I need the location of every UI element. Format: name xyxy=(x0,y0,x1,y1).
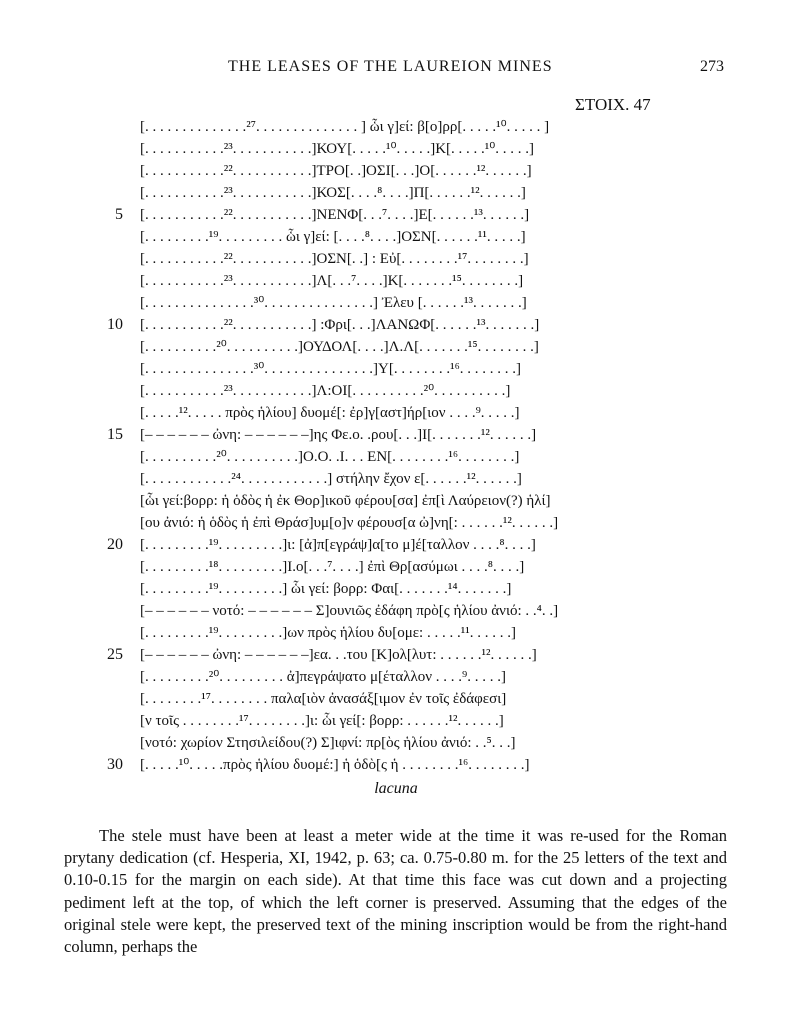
inscription-line: [νοτό: χωρίον Στησιλείδου(?) Σ]ιφνί: πρ[ὸς ἡλίου ἀνιό: . .⁵. . .] xyxy=(140,735,516,751)
body-paragraph xyxy=(64,825,727,958)
inscription-line: [. . . . . . . . . . .²³. . . . . . . . . . .]ΚΟΥ[. . . . .¹⁰. . . . .]Κ[. . . . .¹⁰. . . . .] xyxy=(140,141,535,157)
inscription-line: [. . . . . . . . . . .²³. . . . . . . . . . .]Λ:ΟΙ[. . . . . . . . . .²⁰. . . . . . . . . .] xyxy=(140,383,511,399)
inscription-line: [– – – – – – ὠνη: – – – – – –]εα. . .του [Κ]ολ[λυτ: . . . . . .¹². . . . . .] xyxy=(140,647,537,663)
page-number: 273 xyxy=(700,58,724,75)
line-number: 15 xyxy=(107,426,123,443)
running-head xyxy=(0,58,792,80)
inscription-line: [. . . . . . . . . . .²². . . . . . . . . . .]ΟΣΝ[. .] : Εὐ[. . . . . . . .¹⁷. . . . . . . .] xyxy=(140,251,529,267)
inscription-line: [. . . . . . . . . . .²². . . . . . . . . . .] :Φρι[. . .]ΛΑΝΩΦ[. . . . . .¹³. . . . . . .] xyxy=(140,317,540,333)
inscription-line: [. . . . . . . . . . . .²⁴. . . . . . . . . . . .] στήλην ἔχον ε[. . . . . .¹². . . . . .] xyxy=(140,471,522,487)
inscription-line: [. . . . . . . . .¹⁹. . . . . . . . .]ι: [ἀ]π[εγράψ]α[το μ]έ[ταλλον . . . .⁸. . . .] xyxy=(140,537,536,553)
line-number: 20 xyxy=(107,536,123,553)
inscription-line: [. . . . . . . . . . . . . . .³⁰. . . . . . . . . . . . . . .] Ἐλευ [. . . . . .¹³. . . . . . .] xyxy=(140,295,527,311)
inscription-line: [. . . . . . . . . . . . . . .³⁰. . . . . . . . . . . . . . .]Υ[. . . . . . . .¹⁶. . . . . . . .] xyxy=(140,361,522,377)
inscription-line: [. . . . . . . . . . .²³. . . . . . . . . . .]ΚΟΣ[. . . .⁸. . . .]Π[. . . . . .¹². . . . . .] xyxy=(140,185,526,201)
inscription-line: [. . . . . . . . .¹⁹. . . . . . . . . ὧι γ]εί: [. . . .⁸. . . .]ΟΣΝ[. . . . . .¹¹. . . . .] xyxy=(140,229,526,245)
inscription-line: [. . . . .¹². . . . . πρὸς ἡλίου] δυομέ[: ἐρ]γ[αστ]ήρ[ιον . . . .⁹. . . . .] xyxy=(140,405,520,421)
inscription-line: [. . . . . . . . . .²⁰. . . . . . . . . .]Ο.Ο. .Ι. . . ΕΝ[. . . . . . . .¹⁶. . . . . . . .] xyxy=(140,449,520,465)
inscription-line: [– – – – – – ὠνη: – – – – – –]ης Φε.ο. .ρου[. . .]Ι[. . . . . . .¹². . . . . .] xyxy=(140,427,537,443)
inscription-line: [ου ἀνιό: ἡ ὁδὸς ἡ ἐπὶ Θράσ]υμ[ο]ν φέρουσ[α ὠ]νη[: . . . . . .¹². . . . . .] xyxy=(140,515,559,531)
running-title: THE LEASES OF THE LAUREION MINES xyxy=(228,58,553,75)
stoichedon-label: ΣΤΟΙΧ. 47 xyxy=(575,95,651,114)
inscription-line: [. . . . .¹⁰. . . . .πρὸς ἡλίου δυομέ:] ἡ ὁδὸ[ς ἡ . . . . . . . .¹⁶. . . . . . . .] xyxy=(140,757,530,773)
inscription-line: [. . . . . . . . .²⁰. . . . . . . . . ἀ]πεγράψατο μ[έταλλον . . . .⁹. . . . .] xyxy=(140,669,507,685)
line-number: 10 xyxy=(107,316,123,333)
paragraph-text: The stele must have been at least a meter wide at the time it was re-used for the Roman prytany dedication (cf. Hesperia, XI, 1942, p. 63; ca. 0.75-0.80 m. for the 25 letters of the text and 0.10-0.15 for the margin on each side). At that time this face was cut down and a projecting pediment left at the top, of which the left corner is preserved. Assuming that the edges of the original stele were kept, the preserved text of the mining inscription would be from the right-hand column, perhaps the xyxy=(64,826,727,957)
inscription-line: [. . . . . . . . . .²⁰. . . . . . . . . .]ΟΥΔΟΛ[. . . .]Λ.Λ[. . . . . . .¹⁵. . . . . . . .] xyxy=(140,339,539,355)
inscription-line: [. . . . . . . . . . . . . .²⁷. . . . . . . . . . . . . . ] ὧι γ]εί: β[ο]ρρ[. . . . .¹⁰. . . . . ] xyxy=(140,119,550,135)
inscription-line: [– – – – – – νοτό: – – – – – – Σ]ουνιῶς ἐδάφη πρὸ[ς ἡλίου ἀνιό: . .⁴. .] xyxy=(140,603,559,619)
inscription-line: [. . . . . . . . .¹⁸. . . . . . . . .]Ι.ο[. . .⁷. . . .] ἐπὶ Θρ[ασύμωι . . . .⁸. . . .] xyxy=(140,559,525,575)
inscription-line: [. . . . . . . . . . .²². . . . . . . . . . .]ΝΕΝΦ[. . .⁷. . . .]Ε[. . . . . .¹³. . . . . .] xyxy=(140,207,530,223)
inscription-line: [. . . . . . . . . . .²². . . . . . . . . . .]ΤΡΟ[. .]ΟΣΙ[. . .]Ο[. . . . . .¹². . . . . .] xyxy=(140,163,532,179)
line-number: 5 xyxy=(115,206,123,223)
inscription-line: [. . . . . . . . . . .²³. . . . . . . . . . .]Λ[. . .⁷. . . .]Κ[. . . . . . .¹⁵. . . . . . . .] xyxy=(140,273,524,289)
inscription-line: [. . . . . . . . .¹⁹. . . . . . . . .] ὧι γεί: βορρ: Φαι[. . . . . . .¹⁴. . . . . . .] xyxy=(140,581,512,597)
inscription-line: [ν τοῖς . . . . . . . .¹⁷. . . . . . . .]ι: ὧι γεί[: βορρ: . . . . . .¹². . . . . .] xyxy=(140,713,504,729)
lacuna-label: lacuna xyxy=(374,780,418,797)
line-number: 30 xyxy=(107,756,123,773)
inscription-line: [. . . . . . . .¹⁷. . . . . . . . παλα[ιὸν ἀνασάξ[ιμον ἐν τοῖς ἐδάφεσι] xyxy=(140,691,507,707)
inscription-line: [. . . . . . . . .¹⁹. . . . . . . . .]ων πρὸς ἡλίου δυ[ομε: . . . . .¹¹. . . . . .] xyxy=(140,625,516,641)
inscription-line: [ὧι γεί:βορρ: ἡ ὁδὸς ἡ ἐκ Θορ]ικοῦ φέρου[σα] ἐπ[ὶ Λαύρειον(?) ἡλί] xyxy=(140,493,551,509)
line-number: 25 xyxy=(107,646,123,663)
